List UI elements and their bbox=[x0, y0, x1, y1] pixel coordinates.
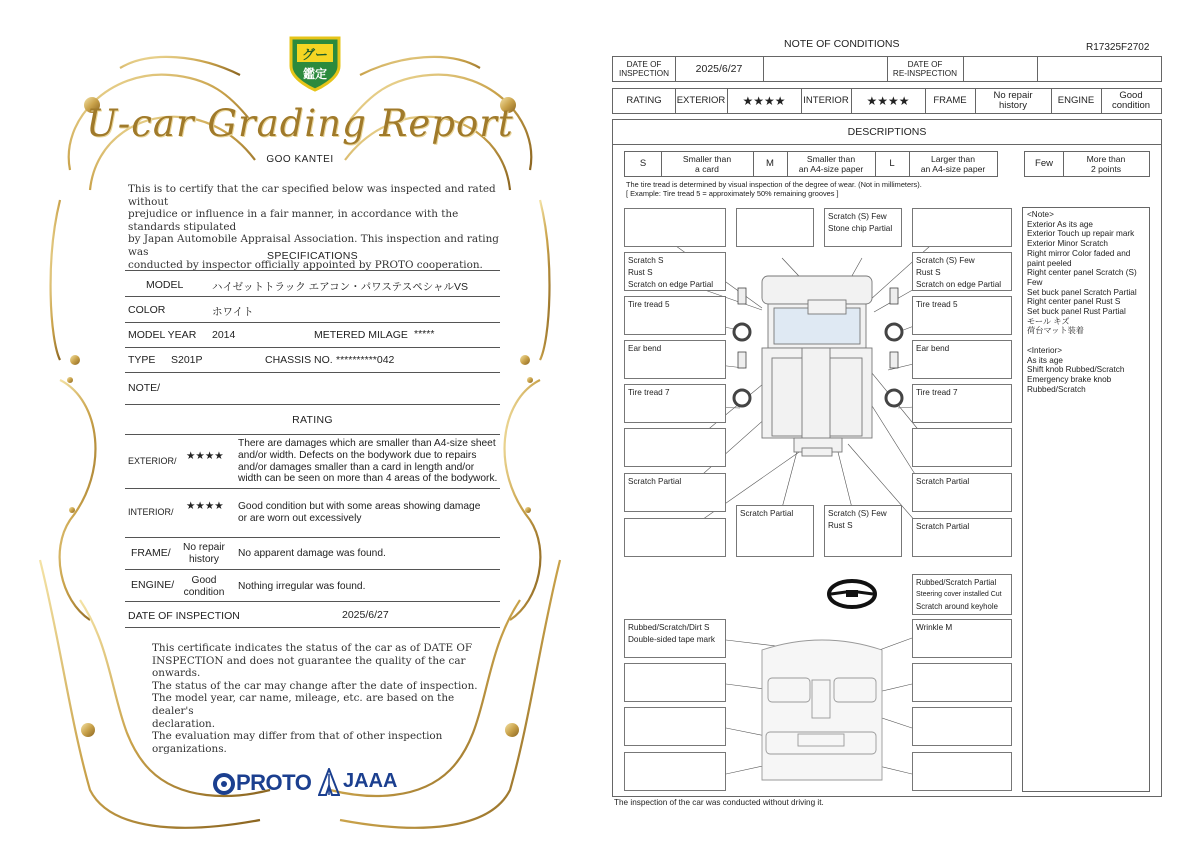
date-of-inspection-label: DATE OF INSPECTION bbox=[128, 610, 240, 622]
note-line: Few bbox=[1027, 277, 1043, 287]
condition-text: Scratch Partial bbox=[916, 477, 970, 486]
desc-line: and/or damages smaller than a card in length and/or bbox=[238, 461, 475, 473]
certificate-disclaimer bbox=[152, 642, 492, 755]
divider bbox=[125, 434, 500, 435]
divider bbox=[125, 372, 500, 373]
condition-text: Rust S bbox=[828, 520, 853, 530]
ext-left-box-1 bbox=[624, 208, 726, 247]
legend-line: Smaller than bbox=[682, 153, 732, 164]
ext-right-box-5 bbox=[912, 384, 1012, 423]
legend-line: Smaller than bbox=[806, 153, 856, 164]
condition-text: Ear bend bbox=[916, 344, 950, 353]
note-line: paint peeled bbox=[1027, 258, 1072, 268]
frame-value-line: history bbox=[188, 553, 219, 565]
exterior-stars: ★★★★ bbox=[186, 450, 224, 462]
note-line: Exterior Minor Scratch bbox=[1027, 239, 1108, 249]
specifications-heading: SPECIFICATIONS bbox=[267, 250, 358, 262]
label-line: RE-INSPECTION bbox=[892, 69, 958, 78]
ext-left-box-5 bbox=[624, 384, 726, 423]
legend-l: L bbox=[889, 157, 895, 169]
date-of-inspection-value: 2025/6/27 bbox=[695, 62, 743, 75]
condition-text: Scratch Partial bbox=[740, 509, 794, 518]
rating-label: RATING bbox=[626, 94, 662, 106]
legend-line: Larger than bbox=[931, 153, 975, 164]
disclaimer-line: INSPECTION and does not guarantee the quality of the car onwards. bbox=[152, 654, 466, 680]
legend-s: S bbox=[639, 157, 647, 169]
divider bbox=[125, 296, 500, 297]
ext-right-box-6 bbox=[912, 428, 1012, 467]
exterior-description bbox=[238, 438, 500, 485]
condition-text: Ear bend bbox=[628, 344, 662, 353]
condition-text: Scratch (S) Few bbox=[916, 256, 975, 265]
ext-top-left-box bbox=[736, 208, 814, 247]
ext-left-box-7 bbox=[624, 473, 726, 512]
divider bbox=[125, 347, 500, 348]
note-line: Exterior Touch up repair mark bbox=[1027, 229, 1135, 239]
interior-stars: ★★★★ bbox=[866, 93, 910, 108]
notes-list bbox=[1027, 210, 1137, 394]
descriptions-header bbox=[612, 119, 1162, 145]
engine-value-line: Good bbox=[191, 575, 217, 586]
disclaimer-line: This certificate indicates the status of the car as of DATE OF bbox=[152, 642, 473, 654]
type-value: S201P bbox=[171, 354, 203, 366]
badge-top-text: グー bbox=[301, 48, 329, 63]
desc-line: There are damages which are smaller than A4-size sheet bbox=[238, 438, 496, 449]
int-right-box-1 bbox=[912, 619, 1012, 658]
condition-text: Tire tread 7 bbox=[628, 388, 670, 397]
color-label: COLOR bbox=[128, 304, 166, 316]
cert-line: prejudice or influence in a fair manner, in accordance with the standards stipulated bbox=[128, 208, 459, 233]
model-label: MODEL bbox=[146, 279, 184, 291]
value-line: condition bbox=[1111, 100, 1151, 111]
reference-number: R17325F2702 bbox=[1086, 42, 1150, 53]
note-line: Right mirror Color faded and bbox=[1027, 248, 1131, 258]
frame-value bbox=[176, 542, 232, 566]
note-line: Set buck panel Scratch Partial bbox=[1027, 287, 1137, 297]
proto-logo: PROTO bbox=[236, 770, 312, 795]
note-line: Emergency brake knob bbox=[1027, 374, 1112, 384]
ext-right-box-1 bbox=[912, 208, 1012, 247]
divider bbox=[125, 404, 500, 405]
condition-text: Rubbed/Scratch Partial bbox=[916, 578, 997, 587]
note-line: <Interior> bbox=[1027, 345, 1063, 355]
model-value: ハイゼットトラック エアコン・パワステスペシャルVS bbox=[212, 281, 469, 293]
model-year-label: MODEL YEAR bbox=[128, 329, 197, 341]
exterior-label: EXTERIOR/ bbox=[128, 456, 177, 466]
condition-text: Scratch around keyhole bbox=[916, 602, 998, 611]
model-year-value: 2014 bbox=[212, 329, 236, 341]
disclaimer-line: The model year, car name, mileage, etc. are based on the dealer's bbox=[152, 692, 455, 717]
condition-text: Scratch on edge Partial bbox=[916, 279, 1002, 289]
steering-condition-box bbox=[912, 574, 1012, 615]
ext-right-box-2 bbox=[912, 252, 1012, 291]
date-of-reinspection-label bbox=[887, 57, 963, 81]
inspection-footer-note: The inspection of the car was conducted without driving it. bbox=[614, 798, 824, 807]
date-row bbox=[612, 56, 1162, 82]
cert-line: This is to certify that the car specified below was inspected and rated without bbox=[128, 183, 496, 208]
note-line: [ Example: Tire tread 5 = approximately 50% remaining grooves ] bbox=[626, 189, 839, 199]
note-line: Exterior As its age bbox=[1027, 219, 1093, 229]
cert-line: by Japan Automobile Appraisal Association. This inspection and rating was bbox=[128, 233, 499, 258]
value-line: Good bbox=[1119, 89, 1143, 101]
note-line: <Note> bbox=[1027, 210, 1054, 219]
legend-line: a card bbox=[695, 164, 719, 174]
int-right-box-2 bbox=[912, 663, 1012, 702]
int-right-box-4 bbox=[912, 752, 1012, 791]
note-of-conditions-page bbox=[600, 0, 1200, 848]
desc-line: Good condition but with some areas showing damage bbox=[238, 501, 481, 512]
rating-row bbox=[612, 88, 1162, 114]
color-value: ホワイト bbox=[212, 306, 254, 318]
desc-line: width can be seen on more than 4 areas of the bodywork. bbox=[238, 473, 498, 485]
frame-label: FRAME/ bbox=[131, 547, 171, 559]
condition-text: Scratch (S) Few bbox=[828, 212, 887, 221]
divider bbox=[125, 627, 500, 628]
label-line: INSPECTION bbox=[618, 69, 670, 78]
cert-line: conducted by inspector officially appointed by PROTO cooperation. bbox=[128, 258, 483, 271]
descriptions-heading: DESCRIPTIONS bbox=[847, 125, 927, 138]
legend-few: Few bbox=[1035, 157, 1053, 169]
divider bbox=[1037, 57, 1038, 81]
jaaa-logo: JAAA bbox=[343, 770, 398, 792]
legend-line: an A4-size paper bbox=[920, 164, 986, 174]
engine-label: ENGINE/ bbox=[131, 579, 175, 591]
note-line: Set buck panel Rust Partial bbox=[1027, 307, 1126, 317]
divider bbox=[125, 569, 500, 570]
divider bbox=[763, 57, 764, 81]
int-left-box-2 bbox=[624, 663, 726, 702]
size-legend bbox=[624, 151, 998, 177]
condition-text: Tire tread 5 bbox=[628, 300, 670, 309]
ext-left-box-4 bbox=[624, 340, 726, 379]
legend-m-desc bbox=[787, 152, 875, 176]
ext-left-box-2 bbox=[624, 252, 726, 291]
condition-text: Rust S bbox=[916, 267, 941, 277]
jaaa-logo-icon bbox=[318, 768, 340, 796]
ext-right-box-4 bbox=[912, 340, 1012, 379]
note-line: Rubbed/Scratch bbox=[1027, 384, 1086, 394]
note-line: Right center panel Scratch (S) bbox=[1027, 268, 1137, 278]
disclaimer-line: declaration. bbox=[152, 717, 216, 730]
ext-left-box-8 bbox=[624, 518, 726, 557]
note-line: Right center panel Rust S bbox=[1027, 297, 1121, 307]
chassis-value: **********042 bbox=[336, 354, 395, 366]
interior-label: INTERIOR bbox=[803, 94, 849, 106]
divider bbox=[125, 270, 500, 271]
note-line: The tire tread is determined by visual inspection of the degree of wear. (Not in millimeters). bbox=[626, 180, 922, 189]
engine-value bbox=[176, 575, 232, 599]
note-line: Shift knob Rubbed/Scratch bbox=[1027, 365, 1125, 375]
date-of-inspection-label bbox=[613, 57, 675, 81]
report-title: U-car Grading Report bbox=[86, 102, 514, 145]
condition-text: Scratch Partial bbox=[628, 477, 682, 486]
few-legend bbox=[1024, 151, 1150, 177]
chassis-label: CHASSIS NO. bbox=[265, 354, 333, 366]
int-left-box-4 bbox=[624, 752, 726, 791]
legend-m: M bbox=[766, 157, 774, 169]
note-label: NOTE/ bbox=[128, 382, 161, 394]
interior-label: INTERIOR/ bbox=[128, 507, 174, 517]
proto-logo-icon bbox=[212, 772, 236, 796]
legend-line: More than bbox=[1086, 153, 1126, 164]
goo-kantei-badge-logo bbox=[287, 32, 343, 92]
condition-text: Steering cover installed Cut bbox=[916, 591, 1002, 598]
legend-s-desc bbox=[661, 152, 753, 176]
condition-text: Double-sided tape mark bbox=[628, 634, 715, 644]
divider bbox=[125, 601, 500, 602]
condition-text: Scratch Partial bbox=[916, 522, 970, 531]
frame-description: No apparent damage was found. bbox=[238, 548, 386, 559]
divider bbox=[963, 57, 964, 81]
exterior-label: EXTERIOR bbox=[676, 94, 726, 106]
ext-bottom-left-box bbox=[736, 505, 814, 557]
condition-text: Rust S bbox=[628, 267, 653, 277]
divider bbox=[125, 537, 500, 538]
desc-line: and/or width. Defects on the bodywork due to repairs bbox=[238, 449, 477, 461]
ext-top-mid-box bbox=[824, 208, 902, 247]
value-line: No repair bbox=[993, 89, 1033, 101]
ext-left-box-6 bbox=[624, 428, 726, 467]
frame-label: FRAME bbox=[933, 94, 967, 106]
frame-value bbox=[975, 89, 1051, 113]
condition-text: Wrinkle M bbox=[916, 623, 953, 632]
interior-description bbox=[238, 501, 500, 525]
disclaimer-line: The evaluation may differ from that of other inspection organizations. bbox=[152, 730, 443, 755]
note-of-conditions-heading: NOTE OF CONDITIONS bbox=[784, 38, 900, 50]
note-line: As its age bbox=[1027, 355, 1063, 365]
engine-value bbox=[1101, 89, 1161, 113]
date-of-inspection-value: 2025/6/27 bbox=[342, 609, 389, 621]
type-label: TYPE bbox=[128, 354, 156, 366]
frame-value-line: No repair bbox=[183, 542, 225, 553]
note-line: モール キズ bbox=[1027, 316, 1070, 326]
int-left-box-3 bbox=[624, 707, 726, 746]
ext-right-box-8 bbox=[912, 518, 1012, 557]
metered-milage-label: METERED MILAGE bbox=[314, 329, 408, 341]
engine-label: ENGINE bbox=[1057, 94, 1095, 106]
condition-text: Scratch on edge Partial bbox=[628, 279, 714, 289]
rating-heading: RATING bbox=[292, 414, 333, 426]
badge-bottom-text: 鑑定 bbox=[302, 67, 328, 81]
ext-right-box-7 bbox=[912, 473, 1012, 512]
steering-wheel-icon bbox=[826, 578, 878, 610]
legend-line: 2 points bbox=[1090, 164, 1122, 174]
value-line: history bbox=[999, 100, 1027, 111]
legend-few-desc bbox=[1063, 152, 1149, 176]
condition-text: Stone chip Partial bbox=[828, 223, 893, 233]
disclaimer-line: The status of the car may change after the date of inspection. bbox=[152, 679, 478, 692]
condition-text: Rubbed/Scratch/Dirt S bbox=[628, 623, 710, 632]
label-line: DATE OF bbox=[626, 59, 662, 69]
desc-line: or are worn out excessively bbox=[238, 512, 362, 524]
note-line: 荷台マット装着 bbox=[1027, 326, 1084, 336]
condition-text: Scratch (S) Few bbox=[828, 509, 887, 518]
interior-stars: ★★★★ bbox=[186, 500, 224, 512]
metered-milage-value: ***** bbox=[414, 328, 435, 340]
engine-value-line: condition bbox=[183, 586, 225, 598]
condition-text: Scratch S bbox=[628, 256, 664, 265]
engine-description: Nothing irregular was found. bbox=[238, 581, 366, 592]
condition-text: Tire tread 7 bbox=[916, 388, 958, 397]
organization-name: GOO KANTEI bbox=[266, 154, 334, 165]
ext-bottom-mid-box bbox=[824, 505, 902, 557]
legend-l-desc bbox=[909, 152, 997, 176]
ext-right-box-3 bbox=[912, 296, 1012, 335]
int-left-box-1 bbox=[624, 619, 726, 658]
exterior-stars: ★★★★ bbox=[742, 93, 786, 108]
int-right-box-3 bbox=[912, 707, 1012, 746]
note-line bbox=[1027, 336, 1137, 346]
divider bbox=[125, 322, 500, 323]
condition-text: Tire tread 5 bbox=[916, 300, 958, 309]
legend-line: an A4-size paper bbox=[798, 164, 864, 174]
divider bbox=[125, 488, 500, 489]
ext-left-box-3 bbox=[624, 296, 726, 335]
label-line: DATE OF bbox=[907, 59, 943, 69]
